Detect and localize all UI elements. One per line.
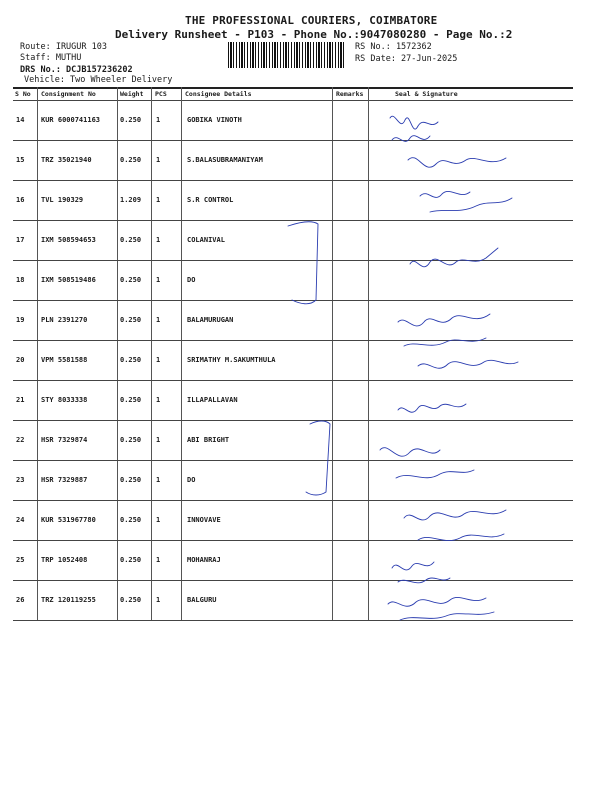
col-header-seal: Seal & Signature	[395, 90, 458, 98]
cell-sno: 16	[16, 196, 25, 204]
cell-consignment: TRZ 120119255	[41, 596, 96, 604]
cell-sno: 23	[16, 476, 25, 484]
cell-sno: 26	[16, 596, 25, 604]
cell-pcs: 1	[156, 476, 161, 484]
cell-sno: 22	[16, 436, 25, 444]
table-row	[13, 260, 573, 300]
vehicle-label: Vehicle: Two Wheeler Delivery	[24, 75, 173, 85]
col-header-weight: Weight	[120, 90, 144, 98]
cell-consignment: IXM 508594653	[41, 236, 96, 244]
cell-weight: 1.209	[120, 196, 142, 204]
cell-sno: 19	[16, 316, 25, 324]
cell-pcs: 1	[156, 596, 161, 604]
cell-consignment: VPM 5581588	[41, 356, 88, 364]
cell-sno: 24	[16, 516, 25, 524]
cell-pcs: 1	[156, 156, 161, 164]
cell-sno: 20	[16, 356, 25, 364]
table-row	[13, 100, 573, 140]
barcode	[228, 42, 346, 68]
col-header-pcs: PCS	[155, 90, 167, 98]
cell-weight: 0.250	[120, 476, 142, 484]
cell-weight: 0.250	[120, 156, 142, 164]
cell-weight: 0.250	[120, 316, 142, 324]
cell-sno: 21	[16, 396, 25, 404]
cell-pcs: 1	[156, 556, 161, 564]
cell-sno: 14	[16, 116, 25, 124]
table-top-rule	[13, 87, 573, 89]
cell-consignment: PLN 2391270	[41, 316, 88, 324]
cell-weight: 0.250	[120, 596, 142, 604]
cell-consignee: BALAMURUGAN	[187, 316, 234, 324]
cell-consignee: GOBIKA VINOTH	[187, 116, 242, 124]
cell-pcs: 1	[156, 316, 161, 324]
cell-pcs: 1	[156, 516, 161, 524]
cell-consignee: DO	[187, 276, 196, 284]
cell-consignment: HSR 7329887	[41, 476, 88, 484]
runsheet-table	[13, 87, 573, 620]
table-row	[13, 140, 573, 180]
table-row	[13, 540, 573, 580]
cell-sno: 17	[16, 236, 25, 244]
col-header-consignment: Consignment No	[41, 90, 96, 98]
cell-consignment: TRP 1052408	[41, 556, 88, 564]
cell-weight: 0.250	[120, 356, 142, 364]
table-row	[13, 220, 573, 260]
cell-weight: 0.250	[120, 556, 142, 564]
cell-consignee: S.R CONTROL	[187, 196, 234, 204]
table-row	[13, 300, 573, 340]
cell-consignment: TVL 190329	[41, 196, 84, 204]
cell-consignment: STY 8033338	[41, 396, 88, 404]
cell-consignee: BALGURU	[187, 596, 217, 604]
cell-pcs: 1	[156, 436, 161, 444]
table-row	[13, 340, 573, 380]
cell-consignment: KUR 531967780	[41, 516, 96, 524]
cell-consignee: S.BALASUBRAMANIYAM	[187, 156, 263, 164]
cell-pcs: 1	[156, 236, 161, 244]
page-title: THE PROFESSIONAL COURIERS, COIMBATORE	[185, 14, 438, 27]
cell-pcs: 1	[156, 396, 161, 404]
table-row	[13, 180, 573, 220]
cell-weight: 0.250	[120, 236, 142, 244]
route-label: Route: IRUGUR 103	[20, 42, 107, 52]
cell-weight: 0.250	[120, 436, 142, 444]
cell-consignment: IXM 508519486	[41, 276, 96, 284]
cell-weight: 0.250	[120, 276, 142, 284]
cell-consignee: ABI BRIGHT	[187, 436, 230, 444]
staff-label: Staff: MUTHU	[20, 53, 82, 63]
cell-consignment: KUR 6000741163	[41, 116, 101, 124]
cell-consignment: TRZ 35021940	[41, 156, 92, 164]
cell-consignee: SRIMATHY M.SAKUMTHULA	[187, 356, 276, 364]
table-row	[13, 380, 573, 420]
table-row	[13, 580, 573, 620]
cell-pcs: 1	[156, 196, 161, 204]
cell-consignment: HSR 7329874	[41, 436, 88, 444]
cell-consignee: MOHANRAJ	[187, 556, 221, 564]
col-header-sno: S No	[15, 90, 31, 98]
row-rule	[13, 620, 573, 621]
cell-consignee: DO	[187, 476, 196, 484]
cell-sno: 15	[16, 156, 25, 164]
cell-pcs: 1	[156, 356, 161, 364]
cell-pcs: 1	[156, 276, 161, 284]
cell-weight: 0.250	[120, 396, 142, 404]
table-row	[13, 500, 573, 540]
cell-consignee: ILLAPALLAVAN	[187, 396, 238, 404]
drs-number: DRS No.: DCJB157236202	[20, 65, 133, 75]
cell-consignee: INNOVAVE	[187, 516, 221, 524]
col-header-consignee: Consignee Details	[185, 90, 252, 98]
cell-pcs: 1	[156, 116, 161, 124]
table-row	[13, 460, 573, 500]
rs-number: RS No.: 1572362	[355, 42, 432, 52]
cell-weight: 0.250	[120, 516, 142, 524]
cell-sno: 25	[16, 556, 25, 564]
cell-consignee: COLANIVAL	[187, 236, 225, 244]
cell-weight: 0.250	[120, 116, 142, 124]
col-header-remarks: Remarks	[336, 90, 364, 98]
table-row	[13, 420, 573, 460]
runsheet-subtitle: Delivery Runsheet - P103 - Phone No.:9047080280 - Page No.:2	[115, 28, 513, 41]
cell-sno: 18	[16, 276, 25, 284]
rs-date: RS Date: 27-Jun-2025	[355, 54, 458, 64]
